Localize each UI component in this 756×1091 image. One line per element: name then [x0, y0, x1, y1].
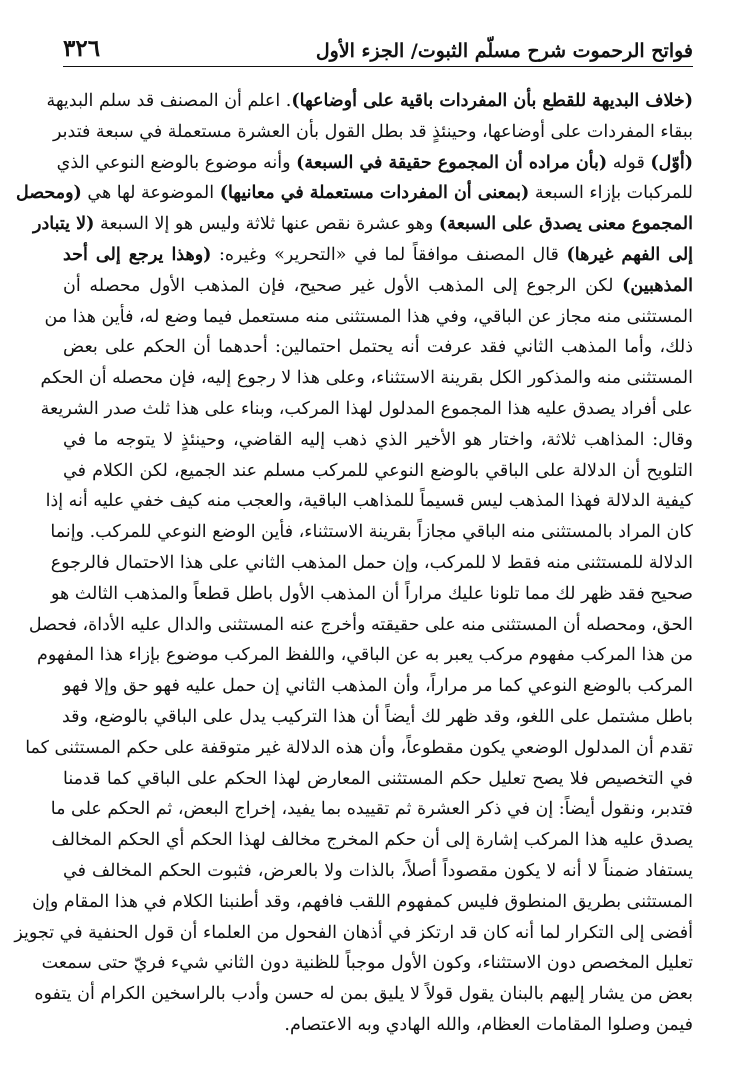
text-line — [56, 148, 693, 179]
text-line — [34, 979, 693, 1010]
commentary-text: من هذا المركب مفهوم مركب يعبر به عن الباقي، واللفظ المركب موضوع بإزاء هذا المفهوم — [37, 645, 693, 666]
commentary-text: للمركبات بإزاء السبعة — [529, 183, 693, 204]
text-line — [50, 548, 693, 579]
body-text — [14, 86, 694, 1076]
running-title: فواتح الرحموت شرح مسلّم الثبوت/ الجزء الأول — [315, 40, 693, 62]
text-line — [63, 764, 693, 795]
commentary-text: على أفراد يصدق عليه هذا المجموع المدلول لهذا المركب، وبناء على هذا ثلث صدر الشريعة — [40, 398, 693, 419]
text-line — [63, 1010, 693, 1041]
commentary-text: يستفاد ضمناً لا أنه لا يكون مقصوداً أصلاً، بالذات ولا بالعرض، فثبوت الحكم المخالف في — [63, 860, 693, 881]
text-line — [40, 394, 693, 425]
commentary-text: تقدم أن المدلول الوضعي يكون مقطوعاً، وأن هذه الدلالة غير متوقفة على حكم المستثنى كما — [25, 737, 693, 758]
commentary-text: الحق، ومحصله أن المستثنى منه على حقيقته وأخرج عنه المستثنى والدال عليه الأداة، فحصل — [28, 614, 693, 635]
text-line — [32, 887, 693, 918]
commentary-text: ذلك، وأما المذهب الثاني فقد عرفت أنه يحتمل احتمالين: أحدهما أن الحكم على بعض — [63, 337, 693, 358]
bold-matn-text: المذهبين) — [622, 275, 693, 296]
text-line — [41, 948, 693, 979]
text-line — [51, 579, 693, 610]
bold-matn-text: (بمعنى أن المفردات مستعملة في معانيها) — [219, 183, 530, 204]
commentary-text: صحيح فقد ظهر لك مما تلونا عليك مراراً أن المذهب الأول باطل قطعاً والمذهب الثالث هو — [51, 583, 693, 604]
commentary-text: وأنه موضوع بالوضع النوعي الذي — [56, 152, 297, 173]
commentary-text: وقال: المذاهب ثلاثة، واختار هو الأخير الذي ذهب إليه القاضي، وحينئذٍ لا يتوجه ما في — [63, 429, 693, 450]
bold-matn-text: المجموع معنى يصدق على السبعة) — [438, 214, 693, 235]
commentary-text: قوله — [607, 152, 651, 173]
commentary-text: كيفية الدلالة فهذا المذهب ليس قسيماً للمذاهب الباقية، والعجب منه كيف خفي عليه أنه إذا — [45, 491, 693, 512]
commentary-text: لكن الرجوع إلى المذهب الأول غير صحيح، فإن المذهب الأول محصله أن — [63, 275, 623, 296]
commentary-text: المستثنى منه والمذكور الكل بقرينة الاستثناء، وعلى هذا لا رجوع إليه، فإن محصله أن الحكم — [40, 368, 693, 389]
text-line — [63, 856, 693, 887]
commentary-text: قال المصنف موافقاً لما في «التحرير» وغيره: — [211, 244, 567, 265]
text-line — [45, 486, 693, 517]
text-line — [63, 425, 693, 456]
bold-matn-text: (لا يتبادر — [33, 214, 95, 235]
bold-matn-text: إلى الفهم غيرها) — [566, 244, 694, 265]
page-header — [63, 34, 693, 62]
text-line — [50, 794, 693, 825]
text-line — [40, 363, 693, 394]
commentary-text: باطل مشتمل على اللغو، وقد ظهر لك أيضاً أن هذا التركيب يدل على الباقي بالوضع، وقد — [61, 706, 693, 727]
text-line — [63, 332, 693, 363]
text-line — [44, 302, 693, 333]
text-line — [25, 733, 693, 764]
commentary-text: كان المراد بالمستثنى منه الباقي مجازاً بقرينة الاستثناء، فأين الوضع النوعي للمركب. وإنما — [50, 522, 693, 543]
text-line — [37, 640, 693, 671]
bold-matn-text: (أوّل) — [650, 152, 693, 173]
commentary-text: المستثنى منه مجاز عن الباقي، وفي هذا المستثنى منه مستعمل فيما وضع له، فأين هذا من — [44, 306, 693, 327]
bold-matn-text: (خلاف البديهة للقطع بأن المفردات باقية على أوضاعها) — [291, 91, 693, 111]
text-line — [53, 117, 693, 148]
text-line — [33, 209, 693, 240]
text-line — [63, 671, 693, 702]
text-line — [63, 456, 693, 487]
commentary-text: المستثنى بطريق المنطوق فليس كمفهوم اللقب فافهم، وقد أطنبنا الكلام في هذا المقام وإن — [32, 891, 693, 912]
commentary-text: في التخصيص فلا يصح تعليل حكم المستثنى المعارض لهذا الحكم على الباقي كما قدمنا — [63, 768, 693, 789]
commentary-text: فتدبر، ونقول أيضاً: إن في ذكر العشرة ثم تقييده بما يفيد، إخراج البعض، ثم الحكم على ما — [50, 799, 693, 820]
text-line — [50, 517, 693, 548]
commentary-text: وهو عشرة نقص عنها ثلاثة وليس هو إلا السبعة — [94, 214, 439, 235]
commentary-text: تعليل المخصص دون الاستثناء، وكون الأول موجباً للظنية دون الثاني شيء فريّ حتى سمعت — [41, 953, 693, 974]
commentary-text: ببقاء المفردات على أوضاعها، وحينئذٍ قد بطل القول بأن العشرة مستعملة في سبعة فتدبر — [53, 121, 693, 142]
text-line — [63, 271, 693, 302]
text-line — [63, 702, 693, 733]
text-line — [46, 86, 693, 117]
commentary-text: يصدق عليه هذا المركب إشارة إلى أن حكم المخرج مخالف لهذا الحكم أي الحكم المخالف — [51, 830, 693, 851]
bold-matn-text: (وهذا يرجع إلى أحد — [63, 244, 212, 265]
commentary-text: . اعلم أن المصنف قد سلم البديهة — [46, 91, 292, 111]
text-line — [14, 918, 693, 949]
text-line — [15, 178, 693, 209]
page-number: ٣٢٦ — [63, 35, 101, 62]
text-line — [63, 240, 693, 271]
commentary-text: فيمن وصلوا المقامات العظام، والله الهادي وبه الاعتصام. — [284, 1014, 693, 1035]
text-line — [28, 610, 693, 641]
commentary-text: الدلالة للمستثنى منه فقط لا للمركب، وإن حمل المذهب الثاني على هذا الاحتمال فالرجوع — [50, 552, 693, 573]
commentary-text: بعض من يشار إليهم بالبنان يقول قولاً لا يليق بمن له حسن وأدب بالراسخين الكرام أن يتفوه — [34, 984, 693, 1005]
text-line — [51, 825, 693, 856]
commentary-text: المركب بالوضع النوعي كما مر مراراً، وأن المذهب الثاني إن حمل عليه فهو حق وإلا فهو — [63, 676, 693, 697]
bold-matn-text: (ومحصل — [15, 183, 82, 204]
bold-matn-text: (بأن مراده أن المجموع حقيقة في السبعة) — [296, 152, 608, 173]
commentary-text: الموضوعة لها هي — [81, 183, 220, 204]
commentary-text: أفضى إلى التكرار لما أنه كان قد ارتكز في أذهان الفحول من العلماء أن قول الحنفية في تجويز — [14, 922, 693, 943]
header-divider — [63, 66, 693, 67]
commentary-text: التلويح أن الدلالة على الباقي بالوضع النوعي للمركب مسلم عند الجميع، لكن الكلام في — [63, 460, 693, 481]
